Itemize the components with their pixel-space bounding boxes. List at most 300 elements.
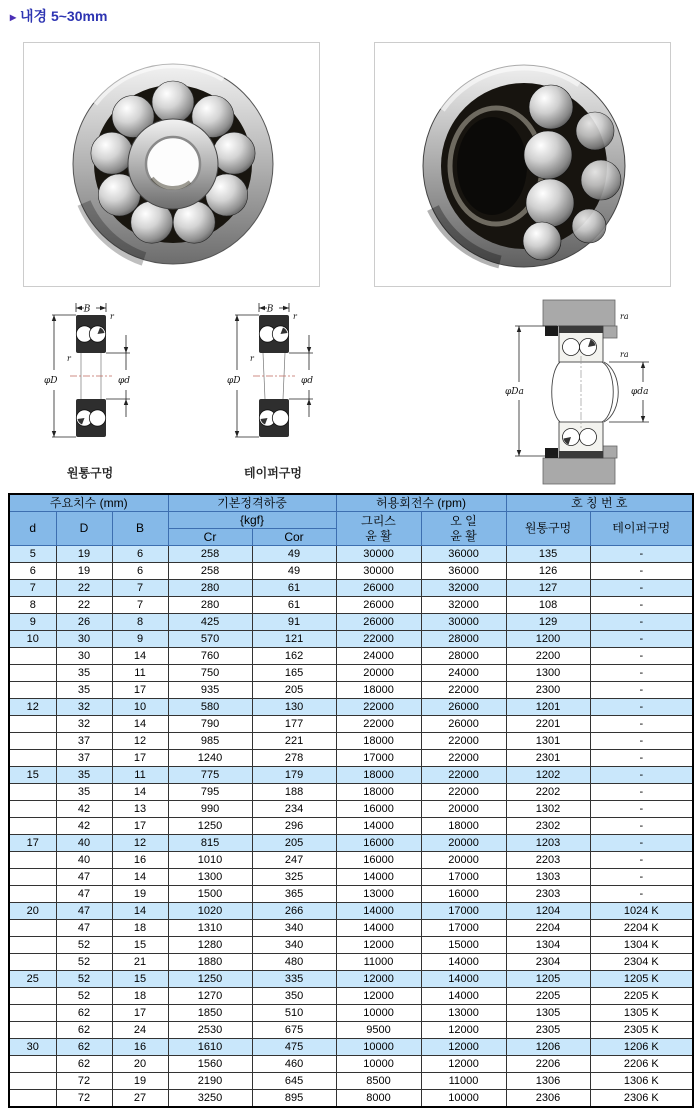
cell-cr: 1500	[168, 886, 252, 903]
table-row	[9, 852, 693, 869]
cell-B: 17	[112, 682, 168, 699]
table-row	[9, 631, 693, 648]
cell-tapered-no: -	[590, 767, 693, 784]
col-grease	[336, 512, 421, 546]
diagram-mounting	[505, 298, 657, 486]
cell-cylindrical-no: 126	[506, 563, 590, 580]
table-row	[9, 903, 693, 920]
cell-cylindrical-no: 2303	[506, 886, 590, 903]
cell-oil-rpm: 14000	[421, 954, 506, 971]
cell-grease-rpm: 20000	[336, 665, 421, 682]
cell-cylindrical-no: 129	[506, 614, 590, 631]
table-row	[9, 1022, 693, 1039]
table-row	[9, 954, 693, 971]
caption-cylindrical-bore: 원통구멍	[66, 466, 114, 480]
group-speed: 허용회전수 (rpm)	[336, 494, 506, 512]
cell-grease-rpm: 16000	[336, 852, 421, 869]
cell-tapered-no: 1305 K	[590, 1005, 693, 1022]
cell-D: 32	[56, 699, 112, 716]
table-row	[9, 818, 693, 835]
cell-d	[9, 1056, 56, 1073]
cell-tapered-no: 2306 K	[590, 1090, 693, 1108]
bearing-photo-front	[23, 42, 320, 287]
cell-D: 62	[56, 1005, 112, 1022]
cell-D: 35	[56, 767, 112, 784]
cell-D: 32	[56, 716, 112, 733]
cell-d: 17	[9, 835, 56, 852]
col-oil-line1: 오 일	[450, 514, 477, 529]
cell-cr: 280	[168, 597, 252, 614]
cell-cor: 205	[252, 682, 336, 699]
cell-D: 52	[56, 971, 112, 988]
cell-tapered-no: -	[590, 784, 693, 801]
cell-d: 8	[9, 597, 56, 614]
cell-grease-rpm: 8500	[336, 1073, 421, 1090]
spacer-top	[545, 326, 558, 336]
cell-grease-rpm: 12000	[336, 971, 421, 988]
cell-cr: 1880	[168, 954, 252, 971]
cell-D: 62	[56, 1039, 112, 1056]
cell-d	[9, 1073, 56, 1090]
cell-tapered-no: -	[590, 699, 693, 716]
shaft-silhouette	[604, 362, 618, 422]
cell-cor: 296	[252, 818, 336, 835]
cell-B: 9	[112, 631, 168, 648]
cell-grease-rpm: 13000	[336, 886, 421, 903]
cell-tapered-no: -	[590, 597, 693, 614]
cell-cr: 570	[168, 631, 252, 648]
cell-B: 15	[112, 937, 168, 954]
cell-B: 11	[112, 665, 168, 682]
cell-d	[9, 716, 56, 733]
cell-cr: 1280	[168, 937, 252, 954]
table-row	[9, 1005, 693, 1022]
cell-B: 8	[112, 614, 168, 631]
cell-B: 18	[112, 988, 168, 1005]
cell-grease-rpm: 18000	[336, 767, 421, 784]
cell-cylindrical-no: 2301	[506, 750, 590, 767]
cell-grease-rpm: 30000	[336, 563, 421, 580]
cell-cylindrical-no: 108	[506, 597, 590, 614]
cell-cr: 1300	[168, 869, 252, 886]
cell-cr: 1250	[168, 971, 252, 988]
cell-grease-rpm: 26000	[336, 614, 421, 631]
cell-tapered-no: -	[590, 614, 693, 631]
table-row	[9, 1073, 693, 1090]
cell-cor: 162	[252, 648, 336, 665]
cell-B: 12	[112, 835, 168, 852]
cell-grease-rpm: 10000	[336, 1039, 421, 1056]
bearing-angled-illustration	[375, 43, 671, 286]
cell-D: 47	[56, 920, 112, 937]
cell-cylindrical-no: 1305	[506, 1005, 590, 1022]
cell-cr: 1250	[168, 818, 252, 835]
ball	[580, 429, 597, 446]
cell-oil-rpm: 32000	[421, 597, 506, 614]
table-row	[9, 784, 693, 801]
cell-cor: 266	[252, 903, 336, 920]
table-row	[9, 682, 693, 699]
cell-B: 14	[112, 869, 168, 886]
cell-D: 37	[56, 750, 112, 767]
cell-cylindrical-no: 2205	[506, 988, 590, 1005]
cell-cor: 365	[252, 886, 336, 903]
cell-tapered-no: -	[590, 716, 693, 733]
cell-grease-rpm: 30000	[336, 546, 421, 563]
cell-D: 47	[56, 869, 112, 886]
cell-D: 42	[56, 818, 112, 835]
cell-oil-rpm: 17000	[421, 920, 506, 937]
cell-D: 35	[56, 784, 112, 801]
cell-oil-rpm: 22000	[421, 682, 506, 699]
cell-d: 6	[9, 563, 56, 580]
table-row	[9, 699, 693, 716]
cell-cr: 990	[168, 801, 252, 818]
bearing-photos	[23, 42, 671, 287]
cell-cor: 350	[252, 988, 336, 1005]
cell-tapered-no: 2206 K	[590, 1056, 693, 1073]
cell-B: 14	[112, 716, 168, 733]
cell-grease-rpm: 18000	[336, 784, 421, 801]
cell-B: 14	[112, 784, 168, 801]
cell-cr: 425	[168, 614, 252, 631]
table-row	[9, 1090, 693, 1108]
cell-cr: 1850	[168, 1005, 252, 1022]
cell-d: 12	[9, 699, 56, 716]
cell-grease-rpm: 18000	[336, 682, 421, 699]
cell-D: 19	[56, 546, 112, 563]
cell-cr: 815	[168, 835, 252, 852]
cell-tapered-no: -	[590, 869, 693, 886]
cell-B: 6	[112, 563, 168, 580]
cell-B: 19	[112, 1073, 168, 1090]
cell-oil-rpm: 20000	[421, 801, 506, 818]
cell-D: 35	[56, 665, 112, 682]
cell-grease-rpm: 11000	[336, 954, 421, 971]
cell-cor: 510	[252, 1005, 336, 1022]
cell-cr: 1610	[168, 1039, 252, 1056]
cell-cor: 675	[252, 1022, 336, 1039]
cell-d	[9, 733, 56, 750]
cell-cor: 61	[252, 597, 336, 614]
cell-cylindrical-no: 1200	[506, 631, 590, 648]
bearing-front-illustration	[24, 43, 319, 286]
cell-cr: 775	[168, 767, 252, 784]
cell-cylindrical-no: 1205	[506, 971, 590, 988]
cell-oil-rpm: 10000	[421, 1090, 506, 1108]
cell-cor: 645	[252, 1073, 336, 1090]
cell-grease-rpm: 14000	[336, 869, 421, 886]
cell-cor: 121	[252, 631, 336, 648]
ball	[272, 410, 288, 426]
cell-cr: 1010	[168, 852, 252, 869]
cell-cr: 280	[168, 580, 252, 597]
header-sub-row	[9, 512, 693, 529]
cell-cylindrical-no: 1206	[506, 1039, 590, 1056]
table-row	[9, 614, 693, 631]
cell-grease-rpm: 22000	[336, 699, 421, 716]
cell-cylindrical-no: 2300	[506, 682, 590, 699]
diagram-tapered-bore	[227, 302, 319, 464]
outer-race-bottom	[559, 451, 603, 458]
cell-tapered-no: -	[590, 750, 693, 767]
cell-cor: 340	[252, 937, 336, 954]
cell-oil-rpm: 28000	[421, 648, 506, 665]
cell-D: 72	[56, 1073, 112, 1090]
cell-oil-rpm: 20000	[421, 852, 506, 869]
dim-label-width: B	[83, 304, 91, 315]
cell-grease-rpm: 14000	[336, 818, 421, 835]
col-oil-line2: 윤 활	[450, 528, 477, 543]
diagram-section	[0, 298, 700, 490]
cell-B: 6	[112, 546, 168, 563]
bearing-photo-angled	[374, 42, 671, 287]
cell-cor: 325	[252, 869, 336, 886]
cell-oil-rpm: 14000	[421, 971, 506, 988]
cell-tapered-no: 2304 K	[590, 954, 693, 971]
cell-tapered-no: -	[590, 648, 693, 665]
col-kgf: {kgf}	[168, 512, 336, 529]
cell-B: 14	[112, 648, 168, 665]
table-row	[9, 733, 693, 750]
cell-d: 5	[9, 546, 56, 563]
cell-B: 27	[112, 1090, 168, 1108]
cell-B: 19	[112, 886, 168, 903]
col-B: B	[112, 512, 168, 546]
col-cylindrical-bore: 원통구멍	[506, 512, 590, 546]
cell-d: 25	[9, 971, 56, 988]
cell-oil-rpm: 18000	[421, 818, 506, 835]
shaft-left-profile	[552, 362, 560, 422]
cell-d	[9, 665, 56, 682]
cell-oil-rpm: 22000	[421, 750, 506, 767]
cell-cylindrical-no: 1203	[506, 835, 590, 852]
cell-cor: 130	[252, 699, 336, 716]
cell-B: 16	[112, 852, 168, 869]
cell-grease-rpm: 9500	[336, 1022, 421, 1039]
cell-cor: 480	[252, 954, 336, 971]
cell-cr: 985	[168, 733, 252, 750]
dim-label-ra-mid: ra	[620, 350, 629, 359]
cell-tapered-no: -	[590, 682, 693, 699]
group-designation: 호 칭 번 호	[506, 494, 693, 512]
cell-grease-rpm: 26000	[336, 580, 421, 597]
table-row	[9, 988, 693, 1005]
cell-oil-rpm: 17000	[421, 869, 506, 886]
cell-cr: 1270	[168, 988, 252, 1005]
cell-D: 22	[56, 580, 112, 597]
cell-d	[9, 1022, 56, 1039]
cell-d	[9, 852, 56, 869]
cell-cylindrical-no: 2202	[506, 784, 590, 801]
cell-cylindrical-no: 1201	[506, 699, 590, 716]
cell-tapered-no: 2305 K	[590, 1022, 693, 1039]
table-row	[9, 597, 693, 614]
cell-grease-rpm: 22000	[336, 716, 421, 733]
cell-B: 13	[112, 801, 168, 818]
dim-label-inner: φd	[118, 376, 131, 386]
cell-oil-rpm: 36000	[421, 563, 506, 580]
cell-cor: 188	[252, 784, 336, 801]
cell-d	[9, 1005, 56, 1022]
cell-B: 11	[112, 767, 168, 784]
cell-d	[9, 801, 56, 818]
cell-cr: 1560	[168, 1056, 252, 1073]
cell-grease-rpm: 10000	[336, 1056, 421, 1073]
cell-B: 12	[112, 733, 168, 750]
col-grease-line2: 윤 활	[365, 528, 392, 543]
cell-tapered-no: -	[590, 733, 693, 750]
page-title-text: 내경 5~30mm	[20, 8, 108, 24]
cell-D: 52	[56, 988, 112, 1005]
cell-cor: 177	[252, 716, 336, 733]
cell-oil-rpm: 20000	[421, 835, 506, 852]
cell-D: 37	[56, 733, 112, 750]
cell-D: 47	[56, 886, 112, 903]
cell-tapered-no: 1304 K	[590, 937, 693, 954]
dim-label-outer: φDa	[505, 387, 524, 397]
dim-label-inner: φda	[631, 387, 649, 397]
table-row	[9, 920, 693, 937]
cell-d	[9, 682, 56, 699]
cell-cor: 61	[252, 580, 336, 597]
cell-grease-rpm: 12000	[336, 988, 421, 1005]
cell-d: 30	[9, 1039, 56, 1056]
cell-d	[9, 648, 56, 665]
table-row	[9, 580, 693, 597]
cell-d	[9, 886, 56, 903]
table-row	[9, 971, 693, 988]
cell-grease-rpm: 14000	[336, 903, 421, 920]
cell-cr: 1240	[168, 750, 252, 767]
cell-cor: 234	[252, 801, 336, 818]
cell-D: 62	[56, 1056, 112, 1073]
cell-cylindrical-no: 135	[506, 546, 590, 563]
cell-tapered-no: -	[590, 631, 693, 648]
diagram-cylindrical-bore	[44, 302, 136, 464]
cell-cr: 580	[168, 699, 252, 716]
cell-cylindrical-no: 1301	[506, 733, 590, 750]
page-title	[10, 6, 107, 26]
cell-cr: 795	[168, 784, 252, 801]
table-row	[9, 869, 693, 886]
table-row	[9, 1056, 693, 1073]
cell-cylindrical-no: 1202	[506, 767, 590, 784]
cell-cr: 2530	[168, 1022, 252, 1039]
cell-cylindrical-no: 2200	[506, 648, 590, 665]
dim-label-outer: φD	[227, 376, 241, 386]
cell-D: 40	[56, 852, 112, 869]
cell-oil-rpm: 13000	[421, 1005, 506, 1022]
cell-D: 30	[56, 648, 112, 665]
table-row	[9, 767, 693, 784]
cell-D: 52	[56, 954, 112, 971]
dim-label-chamfer-top: r	[293, 312, 297, 321]
cell-oil-rpm: 26000	[421, 716, 506, 733]
cell-cor: 205	[252, 835, 336, 852]
dim-label-chamfer-top: r	[110, 312, 114, 321]
cell-B: 17	[112, 1005, 168, 1022]
cell-cor: 49	[252, 563, 336, 580]
cell-grease-rpm: 18000	[336, 733, 421, 750]
cell-B: 21	[112, 954, 168, 971]
cell-B: 18	[112, 920, 168, 937]
cell-D: 19	[56, 563, 112, 580]
cell-cor: 247	[252, 852, 336, 869]
col-d: d	[9, 512, 56, 546]
cell-oil-rpm: 15000	[421, 937, 506, 954]
cell-cylindrical-no: 2206	[506, 1056, 590, 1073]
cell-tapered-no: 1206 K	[590, 1039, 693, 1056]
title-arrow-icon: ▸	[10, 10, 17, 24]
cell-cylindrical-no: 127	[506, 580, 590, 597]
cell-grease-rpm: 14000	[336, 920, 421, 937]
cell-cor: 340	[252, 920, 336, 937]
table-row	[9, 546, 693, 563]
cell-tapered-no: -	[590, 818, 693, 835]
col-oil	[421, 512, 506, 546]
dim-label-inner: φd	[301, 376, 314, 386]
cell-D: 35	[56, 682, 112, 699]
spacer-bottom	[545, 448, 558, 458]
table-row	[9, 835, 693, 852]
cell-cr: 1310	[168, 920, 252, 937]
cell-grease-rpm: 10000	[336, 1005, 421, 1022]
cell-oil-rpm: 12000	[421, 1056, 506, 1073]
cell-grease-rpm: 12000	[336, 937, 421, 954]
cell-cor: 278	[252, 750, 336, 767]
cell-oil-rpm: 22000	[421, 767, 506, 784]
header-group-row	[9, 494, 693, 512]
cell-grease-rpm: 22000	[336, 631, 421, 648]
cell-tapered-no: -	[590, 801, 693, 818]
table-row	[9, 750, 693, 767]
cell-oil-rpm: 12000	[421, 1039, 506, 1056]
cell-d: 20	[9, 903, 56, 920]
cell-tapered-no: -	[590, 546, 693, 563]
cell-cor: 895	[252, 1090, 336, 1108]
cell-cylindrical-no: 2201	[506, 716, 590, 733]
outer-race-top	[559, 326, 603, 333]
cell-grease-rpm: 16000	[336, 835, 421, 852]
dim-label-outer: φD	[44, 376, 58, 386]
cell-D: 42	[56, 801, 112, 818]
cell-oil-rpm: 22000	[421, 784, 506, 801]
col-cr: Cr	[168, 529, 252, 546]
cell-d	[9, 784, 56, 801]
cell-D: 30	[56, 631, 112, 648]
cell-cor: 91	[252, 614, 336, 631]
dim-label-width: B	[266, 304, 274, 315]
cell-d: 7	[9, 580, 56, 597]
cell-cylindrical-no: 1300	[506, 665, 590, 682]
cell-oil-rpm: 30000	[421, 614, 506, 631]
cell-d	[9, 937, 56, 954]
cell-D: 62	[56, 1022, 112, 1039]
cell-tapered-no: -	[590, 852, 693, 869]
dim-label-ra-top: ra	[620, 312, 629, 321]
cell-cr: 2190	[168, 1073, 252, 1090]
cell-cor: 460	[252, 1056, 336, 1073]
cell-B: 17	[112, 750, 168, 767]
group-dimensions: 주요치수 (mm)	[9, 494, 168, 512]
cell-oil-rpm: 14000	[421, 988, 506, 1005]
cell-B: 17	[112, 818, 168, 835]
cell-tapered-no: 1024 K	[590, 903, 693, 920]
ball	[563, 339, 580, 356]
housing-top	[543, 300, 615, 326]
col-grease-line1: 그리스	[361, 514, 396, 529]
